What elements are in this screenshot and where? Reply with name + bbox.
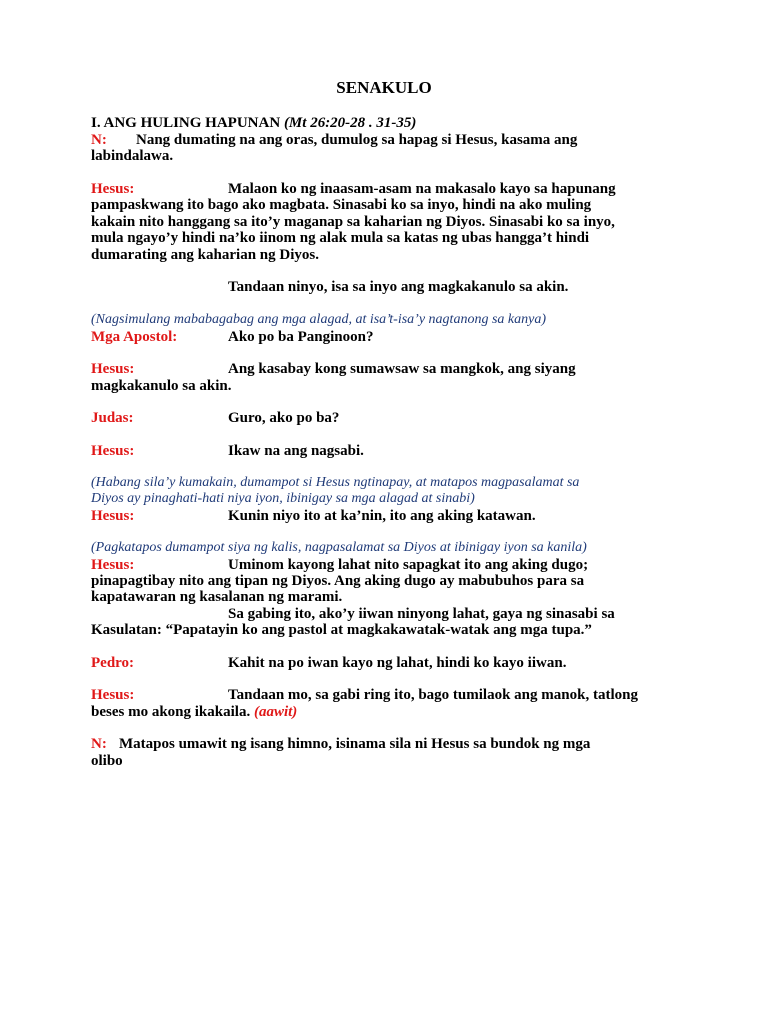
line-text: Guro, ako po ba?: [228, 410, 340, 426]
stage-direction: (Nagsimulang mababagabag ang mga alagad, at isa’t-isa’y nagtanong sa kanya): [91, 312, 546, 327]
speaker-label: Pedro:: [91, 655, 135, 671]
speaker-label: N:: [91, 132, 107, 148]
line-text: labindalawa.: [91, 148, 174, 164]
speaker-label: Hesus:: [91, 181, 135, 197]
dialogue-line: [91, 360, 691, 378]
line-text: kakain nito hanggang sa ito’y maganap sa kaharian ng Diyos. Sinasabi ko sa inyo,: [91, 214, 615, 230]
speaker-label: Hesus:: [91, 687, 135, 703]
dialogue-line: [91, 409, 691, 427]
line-text: pampaskwang ito bago ako magbata. Sinasabi ko sa inyo, hindi na ako muling: [91, 197, 592, 213]
line-text: Kunin niyo ito at ka’nin, ito ang aking katawan.: [228, 508, 536, 524]
dialogue-line: [91, 654, 691, 672]
line-text: magkakanulo sa akin.: [91, 378, 232, 394]
speaker-label: Hesus:: [91, 361, 135, 377]
line-text: Tandaan ninyo, isa sa inyo ang magkakanulo sa akin.: [228, 279, 569, 295]
speaker-label: Mga Apostol:: [91, 329, 178, 345]
line-text: Nang dumating na ang oras, dumulog sa hapag si Hesus, kasama ang: [136, 132, 578, 148]
speaker-label: N:: [91, 736, 107, 752]
speaker-label: Judas:: [91, 410, 134, 426]
stage-direction: Diyos ay pinaghati-hati niya iyon, ibinigay sa mga alagad at sinabi): [91, 491, 475, 506]
line-text: Ang kasabay kong sumawsaw sa mangkok, ang siyang: [228, 361, 576, 377]
stage-direction: (Habang sila’y kumakain, dumampot si Hesus ngtinapay, at matapos magpasalamat sa: [91, 475, 580, 490]
line-text: Kahit na po iwan kayo ng lahat, hindi ko kayo iiwan.: [228, 655, 567, 671]
dialogue-line: [91, 686, 691, 704]
document-title: SENAKULO: [336, 78, 432, 97]
dialogue-line: [91, 328, 691, 346]
dialogue-line: [91, 278, 691, 296]
song-cue: (aawit): [253, 704, 298, 720]
line-text: Tandaan mo, sa gabi ring ito, bago tumilaok ang manok, tatlong: [228, 687, 638, 703]
section-title: I. ANG HULING HAPUNAN: [91, 115, 281, 131]
speaker-label: Hesus:: [91, 508, 135, 524]
line-text: Ako po ba Panginoon?: [228, 329, 374, 345]
dialogue-line: [91, 507, 691, 525]
dialogue-line: [91, 442, 691, 460]
line-text: Sa gabing ito, ako’y iiwan ninyong lahat, gaya ng sinasabi sa: [228, 606, 615, 622]
line-text: kapatawaran ng kasalanan ng marami.: [91, 589, 343, 605]
line-text: Ikaw na ang nagsabi.: [228, 443, 364, 459]
line-text: dumarating ang kaharian ng Diyos.: [91, 247, 319, 263]
stage-direction: (Pagkatapos dumampot siya ng kalis, nagpasalamat sa Diyos at ibinigay iyon sa kanila): [91, 540, 587, 555]
section-heading: [91, 114, 691, 132]
line-text: Matapos umawit ng isang himno, isinama sila ni Hesus sa bundok ng mga: [119, 736, 591, 752]
line-text: Kasulatan: “Papatayin ko ang pastol at magkakawatak-watak ang mga tupa.”: [91, 622, 592, 638]
dialogue-line: [91, 735, 691, 753]
scripture-reference: (Mt 26:20-28 . 31-35): [283, 115, 417, 131]
line-text: beses mo akong ikakaila.: [91, 704, 251, 720]
line-text: mula ngayo’y hindi na’ko iinom ng alak mula sa katas ng ubas hangga’t hindi: [91, 230, 590, 246]
speaker-label: Hesus:: [91, 557, 135, 573]
line-text: Malaon ko ng inaasam-asam na makasalo kayo sa hapunang: [228, 181, 616, 197]
line-text: olibo: [91, 753, 123, 769]
speaker-label: Hesus:: [91, 443, 135, 459]
line-text: Uminom kayong lahat nito sapagkat ito ang aking dugo;: [228, 557, 589, 573]
line-text: pinapagtibay nito ang tipan ng Diyos. Ang aking dugo ay mabubuhos para sa: [91, 573, 585, 589]
dialogue-line: [91, 703, 691, 721]
